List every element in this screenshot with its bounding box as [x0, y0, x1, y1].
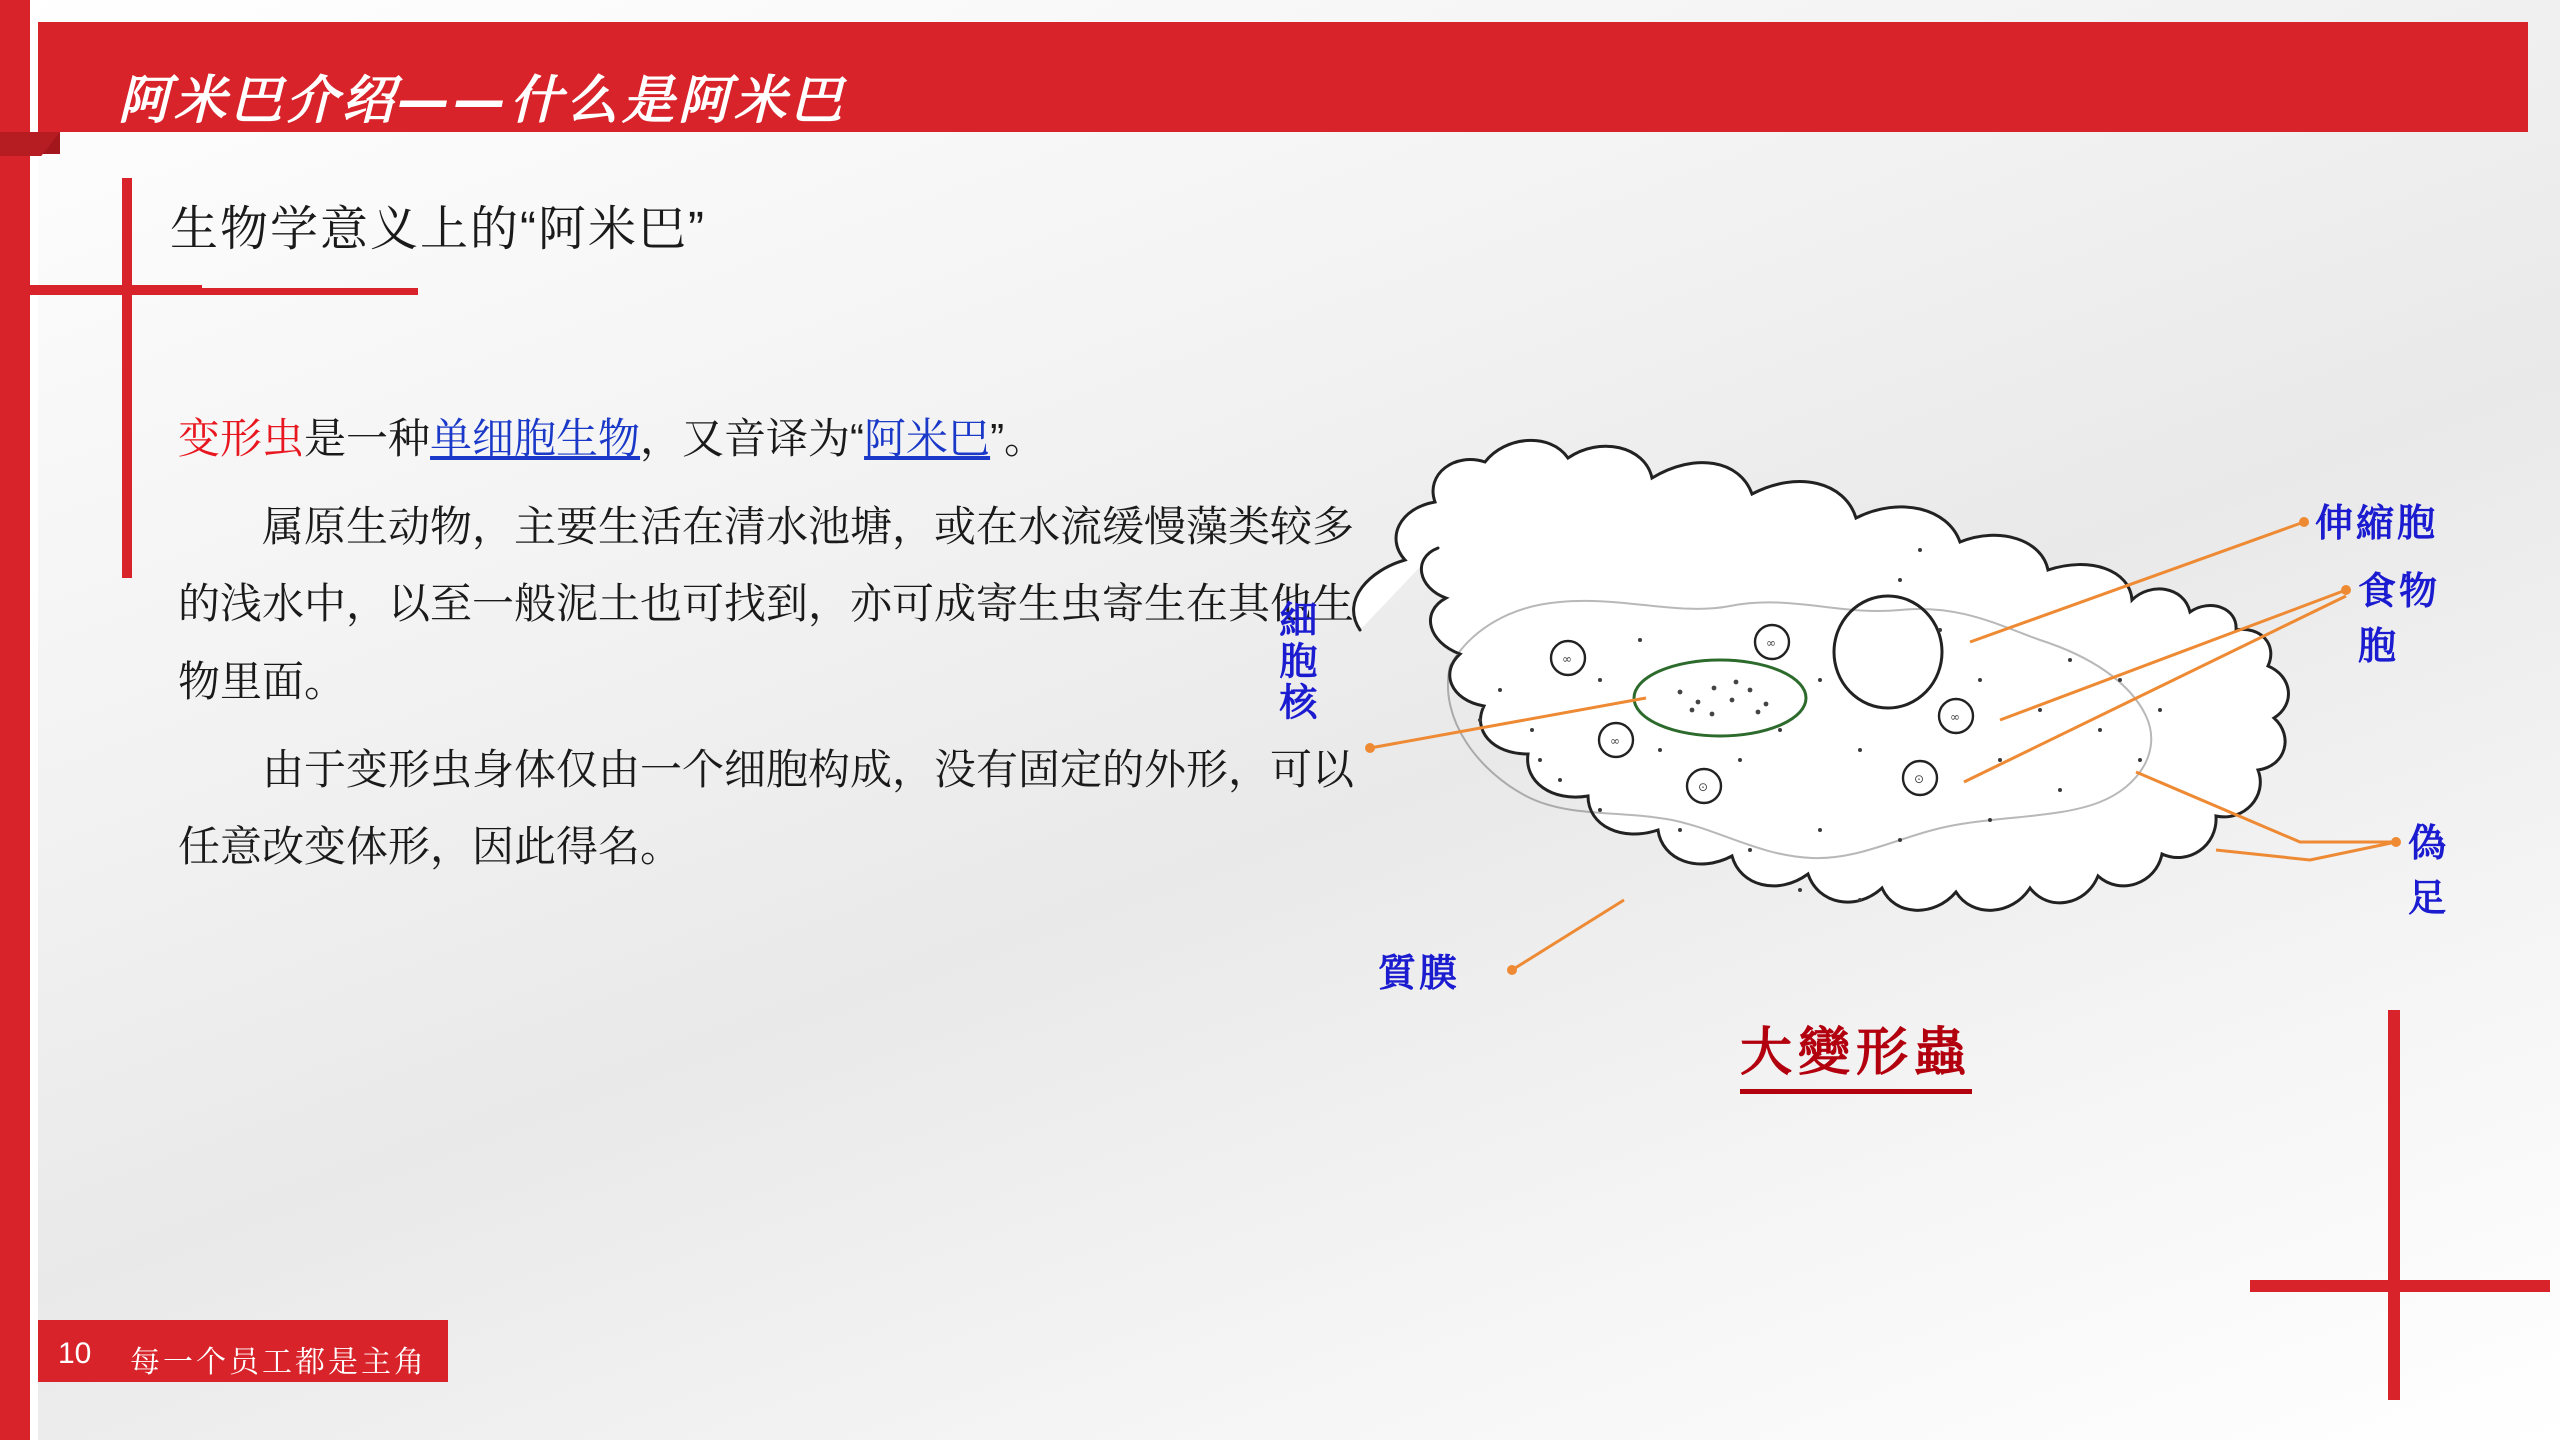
paragraph-3: 由于变形虫身体仅由一个细胞构成，没有固定的外形，可以任意改变体形，因此得名。: [178, 745, 1355, 871]
amoeba-illustration: [1272, 430, 2480, 1090]
label-nucleus: 細胞核: [1272, 600, 1318, 723]
illustration-caption: 大變形蟲: [1740, 1010, 1972, 1094]
keyword-amoeba: 变形虫: [178, 415, 305, 462]
amoeba-outline: [1354, 440, 2289, 910]
label-plasma-membrane: 質膜: [1378, 950, 1461, 995]
svg-text:∞: ∞: [1766, 636, 1776, 650]
paragraph-1-seg-2: 是一种: [304, 415, 431, 462]
paragraph-1: [178, 400, 1358, 478]
svg-text:⊙: ⊙: [1914, 772, 1925, 786]
link-unicellular-organism[interactable]: 单细胞生物: [430, 415, 641, 462]
label-contractile-vacuole: 伸縮胞: [2315, 500, 2439, 545]
plus-decoration-left-vertical: [122, 178, 132, 578]
svg-text:∞: ∞: [1562, 652, 1572, 666]
amoeba-drawing: [1300, 430, 2480, 1090]
svg-text:∞: ∞: [1950, 710, 1960, 724]
svg-text:⊙: ⊙: [1698, 780, 1709, 794]
page-number: 10: [58, 1337, 92, 1370]
label-pseudopod: 偽足: [2408, 820, 2450, 920]
section-subtitle: 生物学意义上的“阿米巴”: [170, 203, 706, 256]
paragraph-1-seg-4: ，又音译为“: [640, 415, 865, 462]
page-title: 阿米巴介绍——什么是阿米巴: [118, 71, 847, 131]
body-text-block: [178, 400, 1358, 896]
link-amoeba-transliteration[interactable]: 阿米巴: [864, 415, 991, 462]
left-red-bar: [0, 0, 30, 1440]
footer-tagline: 每一个员工都是主角: [130, 1346, 427, 1379]
title-banner: [38, 22, 2528, 132]
label-food-vacuole: 食物胞: [2358, 568, 2441, 668]
left-white-gap: [30, 0, 38, 1440]
subtitle-underline: [128, 288, 418, 295]
paragraph-2: 属原生动物，主要生活在清水池塘，或在水流缓慢藻类较多的浅水中，以至一般泥土也可找到，亦可成寄生虫寄生在其他生物里面。: [178, 502, 1355, 706]
paragraph-1-seg-6: ”。: [990, 415, 1047, 462]
svg-text:∞: ∞: [1610, 734, 1620, 748]
plus-decoration-right-horizontal: [2250, 1280, 2550, 1292]
